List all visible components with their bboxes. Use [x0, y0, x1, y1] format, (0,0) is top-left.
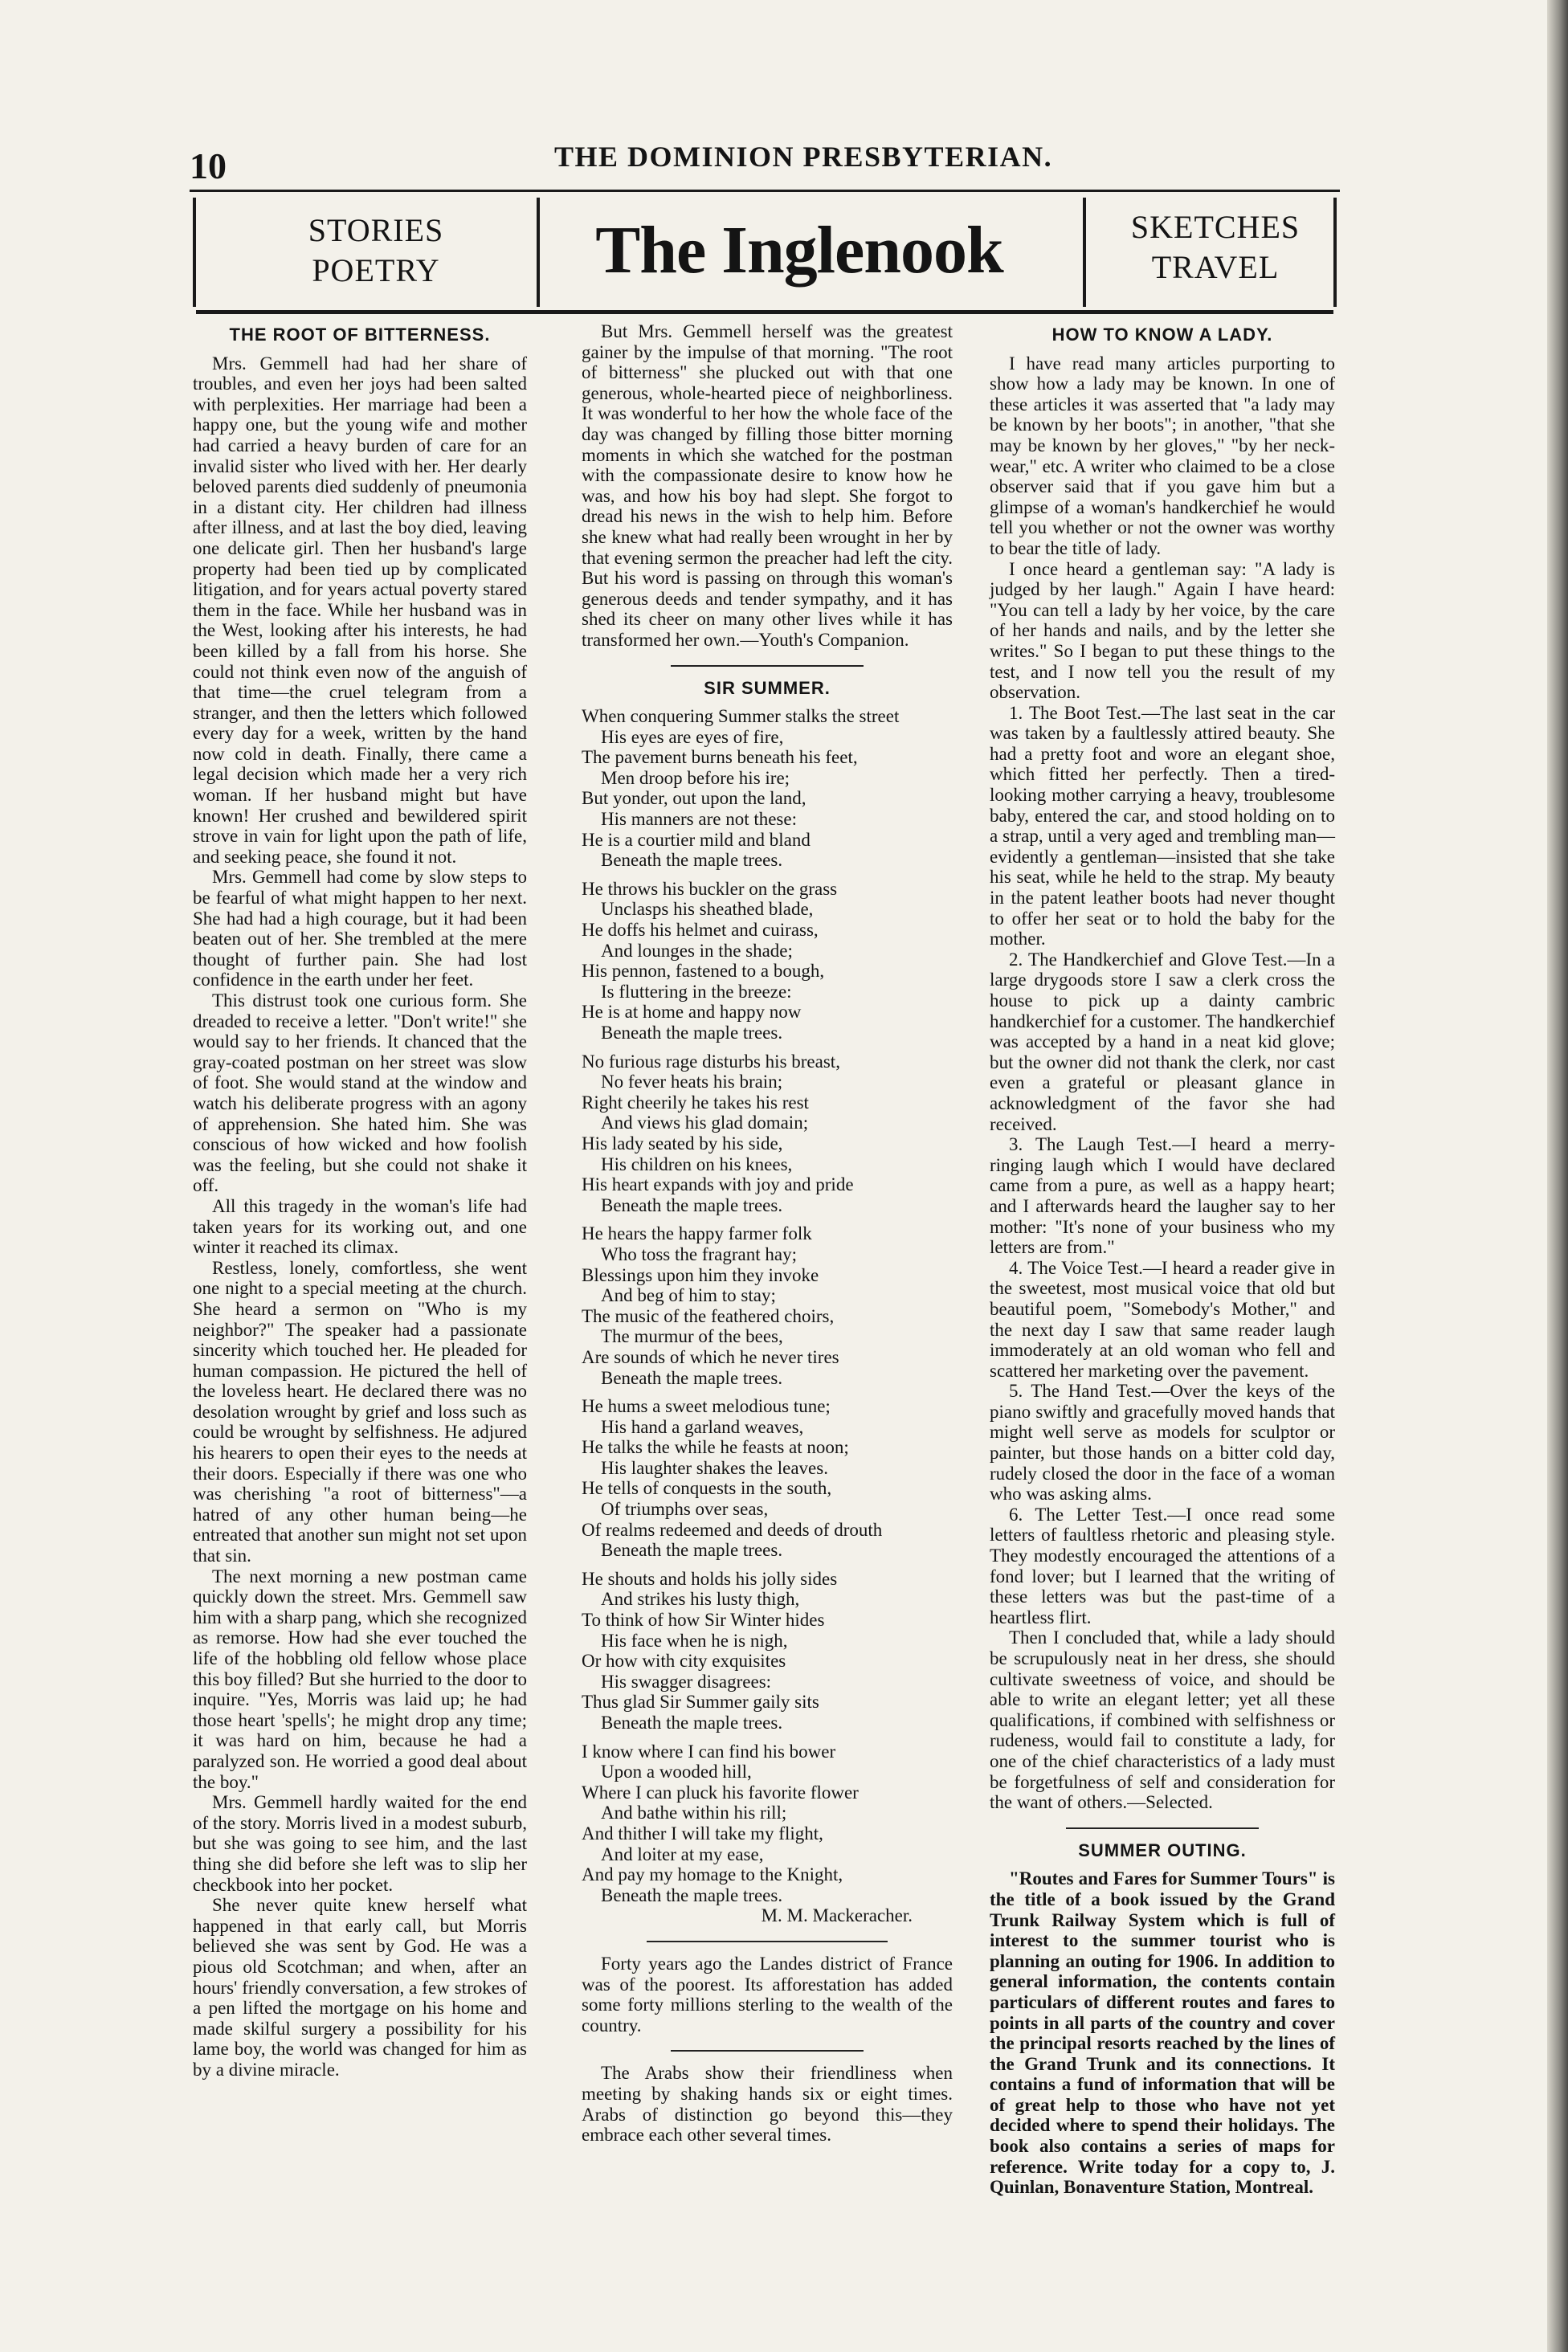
- poem-line: His pennon, fastened to a bough,: [582, 961, 825, 982]
- article-paragraph: I once heard a gentleman say: "A lady is judged by her laugh." Again I have heard: "You can tell a lady by her voice, by the care of her hands and nails, and by the letter she writes." So I began to put these things to the test, and I now tell you the result of my observation.: [990, 558, 1335, 703]
- poem-line: The music of the feathered choirs,: [582, 1305, 835, 1326]
- poem-line: And bathe within his rill;: [601, 1803, 787, 1823]
- poem-line: And thither I will take my flight,: [582, 1823, 823, 1844]
- banner-divider: [193, 198, 196, 307]
- poem-line: He throws his buckler on the grass: [582, 878, 838, 899]
- column-left: [193, 321, 527, 2080]
- poem-line: He is at home and happy now: [582, 1002, 802, 1023]
- poem-line: Beneath the maple trees.: [601, 1540, 783, 1561]
- poem-line: His manners are not these:: [601, 809, 797, 830]
- section-divider: [647, 1941, 888, 1942]
- poem-line: And beg of him to stay;: [601, 1285, 776, 1306]
- page-number: 10: [190, 145, 227, 186]
- poem-line: He shouts and holds his jolly sides: [582, 1568, 838, 1589]
- header-rule: [190, 190, 1340, 192]
- poem-line: Beneath the maple trees.: [601, 1023, 783, 1043]
- section-divider: [671, 665, 864, 667]
- poem-line: His heart expands with joy and pride: [582, 1174, 854, 1195]
- poem-signature: M. M. Mackeracher.: [761, 1905, 913, 1926]
- poem-line: Who toss the fragrant hay;: [601, 1243, 797, 1264]
- banner-divider: [1333, 198, 1337, 307]
- poem-line: Unclasps his sheathed blade,: [601, 899, 814, 920]
- stanza-break: [582, 1043, 953, 1051]
- news-item: Forty years ago the Landes district of France was of the poorest. Its afforestation has added some forty millions sterling to the wealth of the country.: [582, 1953, 953, 2036]
- poem-line: His hand a garland weaves,: [601, 1416, 804, 1437]
- poem-line: Beneath the maple trees.: [601, 850, 783, 871]
- poem-line: Are sounds of which he never tires: [582, 1346, 839, 1367]
- poem-line: The pavement burns beneath his feet,: [582, 747, 858, 768]
- article-paragraph: 2. The Handkerchief and Glove Test.—In a large drygoods store I saw a clerk cross the house to pick up a dainty cambric handkerchief for a customer. The handkerchief was accepted by a hand in a neat kid glove; but the owner did not thank the clerk, nor cast even a grateful or pleasant glance in acknowledgment of the favor she had received.: [990, 949, 1335, 1134]
- poem-line: When conquering Summer stalks the street: [582, 706, 900, 727]
- poem-line: He hums a sweet melodious tune;: [582, 1396, 831, 1417]
- article-paragraph: Mrs. Gemmell had come by slow steps to be fearful of what might happen to her next. She had had a high courage, but it had been beaten out of her. She trembled at the mere thought of further pain. She had lost confidence in the earth under her feet.: [193, 867, 527, 990]
- stanza-break: [582, 1388, 953, 1396]
- poem-line: But yonder, out upon the land,: [582, 788, 806, 809]
- poem-line: Right cheerily he takes his rest: [582, 1092, 809, 1113]
- poem-line: Of triumphs over seas,: [601, 1499, 769, 1520]
- banner-bottom-rule: [196, 310, 1333, 314]
- poem-line: Upon a wooded hill,: [601, 1762, 752, 1782]
- article-paragraph: Then I concluded that, while a lady should be scrupulously neat in her dress, she should cultivate sweetness of voice, and should be able to write an elegant letter; yet all these qualifications, if combined with selfishness or rudeness, would fail to constitute a lady, for one of the chief characteristics of a lady must be forgetfulness of self and consideration for the want of others.—Selected.: [990, 1627, 1335, 1813]
- poem-line: And lounges in the shade;: [601, 940, 793, 961]
- poem-line: And pay my homage to the Knight,: [582, 1864, 843, 1885]
- poem-line: Blessings upon him they invoke: [582, 1264, 819, 1285]
- stanza-break: [582, 1733, 953, 1742]
- article-paragraph: All this tragedy in the woman's life had taken years for its working out, and one winter it reached its climax.: [193, 1195, 527, 1258]
- banner-label-stories: STORIES: [308, 212, 444, 248]
- running-head: THE DOMINION PRESBYTERIAN.: [554, 141, 1053, 173]
- stanza-break: [582, 871, 953, 879]
- poem-line: And views his glad domain;: [601, 1113, 809, 1133]
- section-title: The Inglenook: [595, 213, 1003, 288]
- article-paragraph: "Routes and Fares for Summer Tours" is the title of a book issued by the Grand Trunk Railway System which is full of interest to the summer tourist who is planning an outing for 1906. In addition to general information, the contents contain particulars of different routes and fares to points in all parts of the country and cover the principal resorts reached by the lines of the Grand Trunk and its connections. It contains a fund of information that will be of great help to those who have not yet decided where to spend their holidays. The book also contains a series of maps for reference. Write today for a copy to, J. Quinlan, Bonaventure Station, Montreal.: [990, 1868, 1335, 2198]
- poem-line: Thus glad Sir Summer gaily sits: [582, 1692, 819, 1713]
- poem: [582, 706, 953, 1905]
- poem-line: No furious rage disturbs his breast,: [582, 1051, 840, 1072]
- article-paragraph: 5. The Hand Test.—Over the keys of the piano swiftly and gracefully moved hands that might well serve as models for sculptor or painter, but those hands on a bitter cold day, rudely closed the door in the face of a woman who was asking alms.: [990, 1381, 1335, 1505]
- article-paragraph: 6. The Letter Test.—I once read some letters of faultless rhetoric and pleasing style. They modestly encouraged the attentions of a fond lover; but I learned that the writing of these letters was but the past-time of a heartless flirt.: [990, 1504, 1335, 1627]
- banner-right-labels: [1115, 207, 1316, 288]
- poem-line: Beneath the maple trees.: [601, 1713, 783, 1733]
- poem-line: He hears the happy farmer folk: [582, 1223, 812, 1244]
- poem-line: And loiter at my ease,: [601, 1844, 764, 1864]
- stanza-break: [582, 1561, 953, 1569]
- poem-line: The murmur of the bees,: [601, 1326, 783, 1347]
- article-paragraph: 3. The Laugh Test.—I heard a merry-ringing laugh which I would have declared came from a pure, as well as a happy heart; and I afterwards heard the laugher say to her mother: "It's none of your business who my letters are from.": [990, 1134, 1335, 1258]
- section-divider: [671, 2050, 864, 2052]
- poem-heading: SIR SUMMER.: [704, 677, 831, 698]
- poem-line: His face when he is nigh,: [601, 1630, 788, 1651]
- banner-label-sketches: SKETCHES: [1130, 209, 1301, 245]
- poem-line: Men droop before his ire;: [601, 767, 790, 788]
- banner-left-labels: [249, 210, 503, 291]
- article-paragraph: Mrs. Gemmell had had her share of troubles, and even her joys had been salted with perplexities. Her marriage had been a happy one, but the young wife and mother had carried a heavy burden of care for an invalid sister who lived with her. Her dearly beloved parents died suddenly of pneumonia in a distant city. Her children had illness after illness, and at last the boy died, leaving one delicate girl. Then her husband's large property had been tied up by complicated litigation, and for years actual poverty stared them in the face. While her husband was in the West, looking after his interests, he had been killed by a fall from his horse. She could not think even now of the anguish of that time—the cruel telegram from a stranger, and then the letters which followed every day for a week, written by the hand now cold in death. Finally, there came a legal decision which made her a very rich woman. If her husband might but have known! Her crushed and bewildered spirit strove in vain for light upon the path of life, and seeking peace, she found it not.: [193, 353, 527, 867]
- poem-line: And strikes his lusty thigh,: [601, 1589, 800, 1610]
- poem-line: Where I can pluck his favorite flower: [582, 1782, 859, 1803]
- poem-line: Beneath the maple trees.: [601, 1194, 783, 1215]
- article-heading: THE ROOT OF BITTERNESS.: [229, 325, 491, 345]
- column-right: [990, 321, 1335, 2198]
- poem-line: His swagger disagrees:: [601, 1671, 772, 1692]
- poem-line: Of realms redeemed and deeds of drouth: [582, 1519, 883, 1540]
- article-heading: SUMMER OUTING.: [1078, 1840, 1247, 1860]
- article-paragraph: But Mrs. Gemmell herself was the greatest gainer by the impulse of that morning. "The root of bitterness" she plucked out with that one generous, whole-hearted piece of neighborliness. It was wonderful to her how the whole face of the day was changed by filling those bitter morning moments in which she watched for the postman with the compassionate desire to know how he was, and how his boy had slept. She forgot to dread his news in the wish to help him. Before she knew what had really been wrought in her by that evening sermon the preacher had left the city. But his word is passing on through this woman's generous deeds and tender sympathy, and it has shed its cheer on many other lives while it has transformed her own.—Youth's Companion.: [582, 321, 953, 650]
- poem-line: I know where I can find his bower: [582, 1741, 836, 1762]
- poem-line: His laughter shakes the leaves.: [601, 1457, 828, 1478]
- poem-line: His eyes are eyes of fire,: [601, 726, 784, 747]
- article-heading: HOW TO KNOW A LADY.: [1051, 325, 1273, 345]
- banner-divider: [537, 198, 540, 307]
- banner-label-travel: TRAVEL: [1151, 249, 1280, 285]
- column-middle: [582, 321, 953, 2146]
- poem-line: His children on his knees,: [601, 1154, 793, 1174]
- article-paragraph: 1. The Boot Test.—The last seat in the car was taken by a faultlessly attired beauty. She had a pretty foot and wore an elegant shoe, which fitted her perfectly. Then a tired-looking mother carrying a heavy, troublesome baby, entered the car, and stood holding on to a strap, until a very aged and trembling man—evidently a gentleman—insisted that she take his seat, while he held to the strap. My beauty in the patent leather boots had never thought to offer her seat or to hold the baby for the mother.: [990, 702, 1335, 949]
- poem-line: His lady seated by his side,: [582, 1133, 783, 1154]
- article-paragraph: Mrs. Gemmell hardly waited for the end of the story. Morris lived in a modest suburb, but she was going to see him, and the last thing she did before she left was to slip her checkbook into her pocket.: [193, 1792, 527, 1895]
- section-banner: [193, 198, 1337, 307]
- news-item: The Arabs show their friendliness when meeting by shaking hands six or eight times. Arabs of distinction go beyond this—they embrace each other several times.: [582, 2063, 953, 2146]
- poem-line: He talks the while he feasts at noon;: [582, 1437, 849, 1458]
- poem-line: No fever heats his brain;: [601, 1072, 783, 1092]
- page-binding-edge: [1547, 0, 1568, 2352]
- banner-divider: [1083, 198, 1086, 307]
- article-paragraph: I have read many articles purporting to show how a lady may be known. In one of these articles it was asserted that "a lady may be known by her boots"; in another, "that she may be known by her gloves," "by her neck-wear," etc. A writer who claimed to be a close observer said that if you gave him but a glimpse of a woman's handkerchief he would tell you whether or not the owner was worthy to bear the title of lady.: [990, 353, 1335, 558]
- poem-line: Or how with city exquisites: [582, 1651, 786, 1672]
- poem-line: He is a courtier mild and bland: [582, 829, 811, 850]
- section-divider: [1066, 1827, 1259, 1829]
- poem-line: To think of how Sir Winter hides: [582, 1610, 825, 1631]
- poem-line: Is fluttering in the breeze:: [601, 981, 792, 1002]
- article-paragraph: Restless, lonely, comfortless, she went one night to a special meeting at the church. She heard a sermon on "Who is my neighbor?" The speaker had a passionate sincerity which touched her. He pleaded for human compassion. He pictured the hell of the loveless heart. He declared there was no desolation wrought by grief and loss such as could be wrought by selfishness. He adjured his hearers to open their eyes to the needs at their doors. Especially if there was one who was cherishing "a root of bitterness"—a hatred of any other human being—he entreated that another sun might not set upon that sin.: [193, 1257, 527, 1566]
- banner-label-poetry: POETRY: [312, 252, 440, 288]
- poem-line: He doffs his helmet and cuirass,: [582, 920, 819, 941]
- poem-line: Beneath the maple trees.: [601, 1884, 783, 1905]
- article-paragraph: She never quite knew herself what happened in that early call, but Morris believed she was sent by God. He was a pious old Scotchman; and when, after an hours' friendly conversation, a few strokes of a pen lifted the mortgage on his home and made skilful surgery a possibility for his lame boy, the world was changed for him as by a divine miracle.: [193, 1895, 527, 2080]
- article-paragraph: This distrust took one curious form. She dreaded to receive a letter. "Don't write!" she would say to her friends. It chanced that the gray-coated postman on her street was slow of foot. She would stand at the window and watch his deliberate progress with an agony of apprehension. She hated him. She was conscious of how wicked and how foolish was the feeling, but she could not shake it off.: [193, 990, 527, 1196]
- article-paragraph: 4. The Voice Test.—I heard a reader give in the sweetest, most musical voice that old but beautiful poem, "Somebody's Mother," and the next day I saw that same reader laugh immoderately at an old woman who fell and scattered her marketing over the pavement.: [990, 1257, 1335, 1381]
- article-paragraph: The next morning a new postman came quickly down the street. Mrs. Gemmell saw him with a sharp pang, which she recognized as remorse. How had she ever touched the life of the hobbling old fellow whose place this boy filled? But she hurried to the door to inquire. "Yes, Morris was laid up; he had those heart 'spells'; he might drop any time; it was hard on him, because he had a paralyzed son. He worried a good deal about the boy.": [193, 1566, 527, 1792]
- stanza-break: [582, 1215, 953, 1223]
- poem-line: He tells of conquests in the south,: [582, 1478, 832, 1499]
- poem-line: Beneath the maple trees.: [601, 1367, 783, 1388]
